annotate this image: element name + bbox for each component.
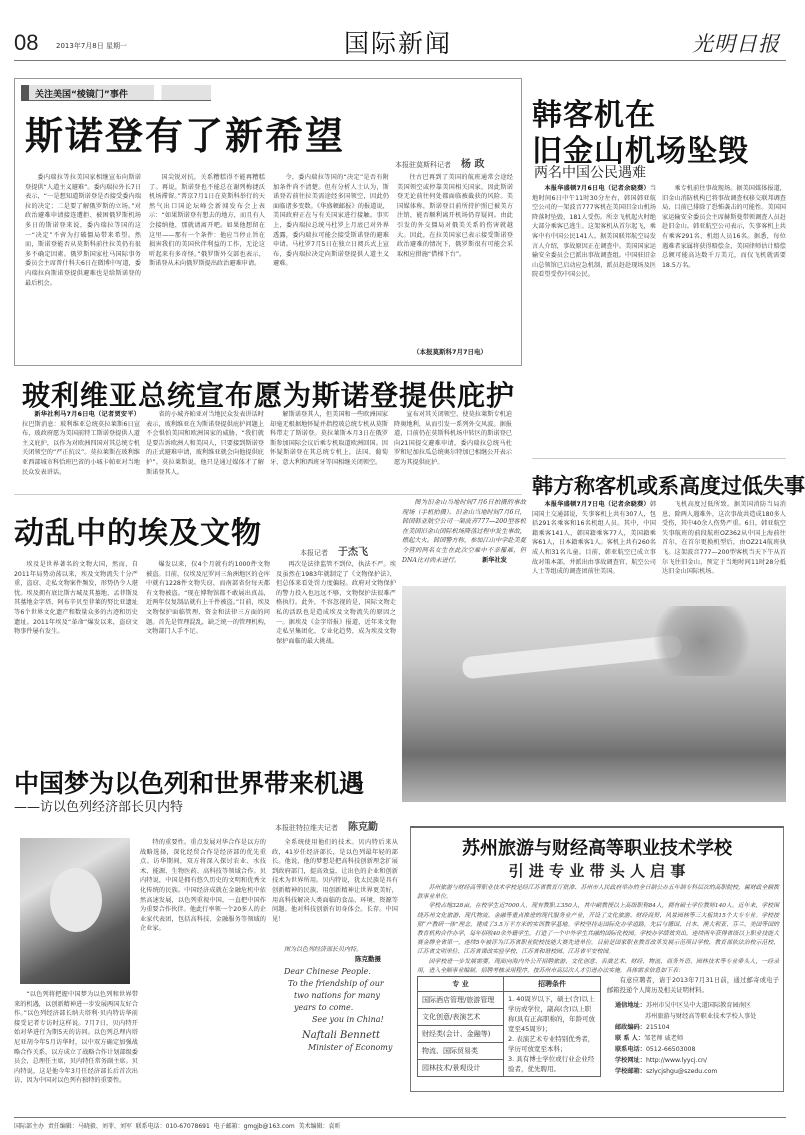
letter-line: two nations for many xyxy=(294,991,380,1000)
section-title: 国际新闻 xyxy=(344,29,453,58)
table-cell-major: 物流、国际贸易类 xyxy=(418,1043,504,1060)
article6-col2: 全系统使用他们的技术。贝内特后来从政，41岁任经济部长，是以色列最年轻的部长。他说，他的梦想是把高科技创新理念扩展到政府部门，提高效益，让出色的企业和创新技术为世界所用。贝内特说，犹太民族是具有创新精神的民族，用创新精神让世界更美好，用高科技解决人类面临的食品、环境、资源等问题。他对科技创新有切身体会。长存。中国见！ xyxy=(272,839,398,923)
recruitment-ad xyxy=(410,826,784,1092)
kicker-text: 关注美国“棱镜门”事件 xyxy=(35,90,128,100)
article4-col1-text: 韩国国土交通部说，失事客机上共有307人，包括291名乘客和16名机组人员。其中，中国籍乘客141人，韩国籍乘客77人，美国籍乘客61人，日本籍乘客1人。客机上共有260名成人和31名儿童。目前，韩亚航空已成立事故对策本部，并派出由事故调查官、航空公司人士等组成的调查团前往美国。 xyxy=(532,501,656,576)
article2-col2: 省的小城齐帕亚对当地民众发表讲话时表示，玻利维亚在为斯诺登提供庇护问题上不会惧怕美国和欧洲国家的威胁，“我们就是要告诉欧洲人和美国人，只要接到斯诺登的正式避难申请，玻利维亚就会向他提供庇护”。莫拉莱斯说，他只是通过媒体才了解斯诺登其人。 xyxy=(146,411,264,476)
letter-note: 图为以色列经济部长贝内特。 xyxy=(284,946,363,953)
minister-portrait-photo xyxy=(20,838,130,984)
footer-credits: 国际部主办 责任编辑：马晓毅、刘菲、刘军 联系电话：010-67078691 电子邮箱：gmgjb@163.com 美术编辑：袁昕 xyxy=(14,1123,341,1130)
article5-col3: 再次是法律监管不到位，执法不严。埃及虽然在1983年就制定了《文物保护法》，但总体来看处罚力度偏轻。政府对文物保护的警力投入也远远不够，文物保护法很难严格执行。此外，不容忽视的是，国际文物走私的活跃也是造成埃及文物流失的原因之一。据埃及《金字塔报》报道，近年来文物走私呈集团化、专业化趋势，成为埃及文物保护面临的最大挑战。 xyxy=(276,561,396,645)
article2-headline: 玻利维亚总统宣布愿为斯诺登提供庇护 xyxy=(22,379,516,412)
recruitment-table xyxy=(417,976,601,1077)
article2-col3: 解斯诺登其人，但美国和一些欧洲国家却毫无根据地怀疑并指控玻总统专机从莫斯科带走了斯诺登。莫拉莱斯本月3日在俄罗斯参加国际会议后乘专机取道欧洲回国。因怀疑斯诺登在其总统专机上，法国、葡萄牙、意大利和西班牙等国相继关闭领空。 xyxy=(270,411,388,466)
article1-dateline: （本报莫斯科7月7日电） xyxy=(413,348,488,356)
byline-name: 陈克勤 xyxy=(348,822,378,833)
condition-item: 2. 表演艺术专业特别优秀者，学历可放宽至本科； xyxy=(508,1035,595,1053)
article6-col1: 特的重要性。重点发展对华合作是以方的战略选择，深化经贸合作是经济部的优先重点。访华期间，双方将深入探讨农业、水技术、能源、生物医药、高科技等领域合作。贝内特说，中国是拥有悠久历史的文明和优秀文化传统的民族。中国经济成就在金融危机中依然高速发展，以色列重视中国，一直把中国作为重要合作伙伴。他此行率领一个20多人的企业家代表团，包括高科技、金融服务等领域的企业家。 xyxy=(140,839,266,933)
ad-subtitle: 引 进 专 业 带 头 人 启 事 xyxy=(508,862,686,880)
article3-lead: 本报华盛顿7月6日电（记者余晓葵） xyxy=(544,185,650,192)
table-cell-major: 园林技术/景观设计 xyxy=(418,1060,504,1077)
byline-name: 杨 政 xyxy=(461,159,485,170)
contact-row: 学校网址：http://www.lyycj.cn/ xyxy=(615,1057,708,1064)
page-number: 08 xyxy=(14,30,39,55)
article1-col2: 国尖锐对抗，关系糟糕得不能再糟糕了。再说，斯诺登也不能总在谢列梅捷沃机场滞留。”普京7月1日在莫斯科举行的天然气出口国论坛峰会新闻发布会上表示：“如果斯诺登有想去的地方，而且有人会接纳他，那就请离开吧。如果他想留在这里——那有一个条件：他应当停止旨在损害我们的美国伙伴利益的工作，无论这听起来有多奇怪。”俄罗斯外交部也表示，斯诺登从未向俄罗斯提出政治避难申请。 xyxy=(149,174,265,268)
article4-headline: 韩方称客机或系高度过低失事 xyxy=(532,473,805,498)
crash-caption-text: 图为旧金山当地时间7月6日拍摄的事故现场（手机拍摄）。旧金山当地时间7月6日，韩国韩亚航空公司一架波音777—200型客机在美国旧金山国际机场降落过程中发生事故，燃起大火。韩国警方称，参加江山中学赴美夏令营的两名女生在此次空难中不幸罹难，但DNA比对尚未进行。 xyxy=(402,499,526,564)
article6-headline: 中国梦为以色列和世界带来机遇 xyxy=(14,769,365,798)
article5-col2: 爆发以来，仅4个月就有约1000件文物被盗。目前，仅埃及尼罗河三角洲地区的仓库中就有1228件文物失窃，而南部省份每天都有文物被盗。“现在博物馆都不敢展出真品，近两年仅复制品就有上千件被盗。”目前，埃及文物保护面临管理、资金和法律三方面的问题。首先是管理混乱，缺乏统一的管理机构，文物部门人手不足。 xyxy=(146,561,270,636)
article2-col1-text: 拉巴斯消息：玻利维亚总统莫拉莱斯6日宣布，玻政府愿为美国前特工斯诺登提供人道主义庇护，以作为对欧洲四国对其总统专机关闭领空的“严正抗议”。莫拉莱斯在玻利维亚西部城市科恰班巴省的小城卡帕亚对当地民众发表讲话。 xyxy=(22,420,140,476)
article4-col2: 飞机高度过低所致。据美国消防当局消息，除两人遇难外，这次事故共造成180多人受伤，其中40余人伤势严重。6日，韩亚航空失事航班的前段航班OZ362从中国上海前往首尔，在首尔更换机型后，由OZ214航班执飞。这架波音777—200型客机当天下午从首尔飞往旧金山，预定于当地时间11时28分抵达旧金山国际机场。 xyxy=(662,501,786,576)
letter-line: To the friendship of our xyxy=(288,979,384,988)
issue-date: 2013年7月8日 星期一 xyxy=(56,42,127,50)
letter-line: Dear Chinese People. xyxy=(284,967,371,976)
contact-row: 学校邮箱：szlycjshgu@szedu.com xyxy=(615,1068,718,1075)
article6-subhead: ——访以色列经济部长贝内特 xyxy=(14,800,184,815)
letter-line: years to come. xyxy=(294,1003,354,1012)
masthead xyxy=(14,22,786,62)
ad-apply-text: 有意应聘者，请于2013年7月31日前，通过邮寄或电子邮箱投递个人简历及相关证明材料。 xyxy=(607,977,779,994)
article1-headline: 斯诺登有了新希望 xyxy=(25,113,346,158)
article3-col1 xyxy=(532,184,656,446)
school-website-link[interactable]: http://www.lyycj.cn/ xyxy=(645,1057,708,1064)
letter-line: See you in China! xyxy=(312,1015,384,1024)
byline-prefix: 本报驻莫斯科记者 xyxy=(395,161,451,169)
table-cell-major: 财经类(会计、金融等) xyxy=(418,1026,504,1043)
ad-para3: 因学校进一步发展需要，现面向海内外公开招聘旅游、文化创意、表演艺术、财经、物流、商务外语、园林技术等专业带头人，一经录用，进入全额事业编制。招聘考核录用程序，按苏州市高层次人才引进办法实施。具体需求信息如下表： xyxy=(417,958,779,974)
masthead-divider xyxy=(14,60,786,61)
letter-credit: 陈克勤摄 xyxy=(355,955,381,963)
article4-lead: 本报华盛顿7月7日电（记者余晓葵） xyxy=(544,501,650,508)
photo-smoke-shape xyxy=(642,606,762,676)
article6-photo-caption: “以色列将把握中国梦为以色列和世界带来的机遇，以创新精神进一步发展两国友好合作。”以色列经济部长纳夫塔利·贝内特访华前接受记者专访时这样说。7月7日，贝内特开始对华进行为期5天的访问。以色列总理内塔尼亚胡今年5月访华时，以中双方确定加强战略合作关系，以方成立了战略合作计划部级委员会，总理任主席，贝内特任常务副主席。贝内特说，这是他今年3月任经济部长后首次出访，因为中国对以色列有独特的重要性。 xyxy=(14,991,138,1085)
contact-row: 通信地址：苏州市吴中区吴中大道国际教育园南区 xyxy=(615,1002,752,1009)
article3-subhead: 两名中国公民遇难 xyxy=(534,165,646,181)
article3-divider xyxy=(532,458,786,459)
contact-row: 联系电话：0512-66503008 xyxy=(615,1046,696,1053)
article2-divider xyxy=(14,494,522,495)
byline-name: 于杰飞 xyxy=(338,547,368,558)
article3-col2: 乘专机前往事故现场。据美国媒体报道，旧金山消防机构已将事故调查权移交联邦调查局，目前已排除了恐怖袭击的可能性。美国国家运输安全委员会主席赫斯曼带领调查人员赶赴旧金山。韩亚航空公司表示，失事客机上共有乘客291名、机组人员16名。据悉，每位遇难者家属将获得赔偿金，美国律师估计赔偿总额可能高达数千万美元，而仅飞机就需要18.5万名。 xyxy=(662,185,786,269)
ad-body xyxy=(417,884,779,974)
crash-scene-photo xyxy=(402,586,786,802)
newspaper-logo: 光明日报 xyxy=(692,32,780,56)
footer-divider xyxy=(14,1117,786,1118)
article5-headline: 动乱中的埃及文物 xyxy=(14,516,262,551)
byline-prefix: 本报驻特拉维夫记者 xyxy=(275,824,338,832)
ad-para1: 苏州旅游与财经高等职业技术学校是经江苏省教育厅批准、苏州市人民政府举办的全日制公办五年制专科层次的高职院校，属财政全额拨款事业单位。 xyxy=(417,885,779,901)
portrait-head-shape xyxy=(50,868,102,932)
article1-col4: 往古巴再到了美国的航班通常会途经美国领空或停靠美国相关国家，因此斯诺登无论前往何处都面临被截获的风险。美国媒体称，斯诺登目前所持护照已被美方注销，能否顺利离开机场仍存疑问。由此引发的外交僵局对俄美关系的伤害就越大。因此，在拉美国家已表示接受斯诺登政治避难的情况下，俄罗斯很有可能会采取相应措施“借梯下台”。 xyxy=(397,174,513,258)
school-email-link[interactable]: szlycjshgu@szedu.com xyxy=(645,1068,718,1075)
article2-col1 xyxy=(22,410,140,490)
crash-photo-caption xyxy=(402,498,526,576)
crash-caption-credit: 新华社发 xyxy=(482,556,507,564)
article5-byline xyxy=(300,543,368,558)
article4-col1 xyxy=(532,500,656,596)
condition-item: 1. 40周岁以下，硕士(含)以上学历或学位，副高(含)以上职称(具有正高职称的，年龄可放宽至45周岁)； xyxy=(508,995,596,1033)
table-header-major: 专 业 xyxy=(418,977,504,992)
letter-title: Minister of Economy xyxy=(308,1043,393,1052)
article2-lead: 新华社利马7月6日电（记者贾安平） xyxy=(34,411,140,418)
article1-byline xyxy=(395,155,484,170)
contact-row: 邮政编码：215104 xyxy=(615,1024,670,1031)
article3-headline-line2: 旧金山机场坠毁 xyxy=(532,134,749,169)
byline-prefix: 本报记者 xyxy=(300,549,328,557)
condition-item: 3. 具有博士学位或行业企业经验者，优先聘用。 xyxy=(508,1055,595,1073)
article-snowden-hope xyxy=(14,78,522,366)
ad-title: 苏州旅游与财经高等职业技术学校 xyxy=(462,838,732,859)
article2-col4: 宣布对其关闭领空，使莫拉莱斯专机迫降奥地利，从而引发一系列外交风波。据报道，目前仍在莫斯科机场中转区的斯诺登已向21国提交避难申请，委内瑞拉总统马杜罗和尼加拉瓜总统奥尔特加已相继公开表示愿为其提供庇护。 xyxy=(394,411,512,466)
table-cell-conditions xyxy=(504,992,601,1077)
table-header-conditions: 招聘条件 xyxy=(504,977,601,992)
letter-signature: Naftali Bennett xyxy=(302,1030,381,1041)
handwritten-letter xyxy=(272,966,398,1086)
article6-byline xyxy=(275,818,378,833)
contact-row: 苏州旅游与财经高等职业技术学校人事处 xyxy=(645,1013,757,1020)
article3-headline-line1: 韩客机在 xyxy=(532,98,656,133)
article3-col1-text: 当地时间6日中午11时30分左右，韩国韩亚航空公司的一架波音777客机在美国旧金山机场降落时坠毁，181人受伤。所幸飞机起火时绝大部分乘客已逃生。这架客机从首尔起飞，乘客中有中国公民141人。据美国联邦航空局发言人介绍，事故原因正在调查中。美国国家运输安全委员会已派出事故调查组。中国驻旧金山总领馆已启动应急机制，派员赶赴现场及医院看望受伤中国公民。 xyxy=(532,185,656,279)
article1-col3: 令，委内瑞拉等国的“决定”是否有附加条件尚不清楚。但有分析人士认为，斯诺登若前往拉美需途经多国领空，因此仍面临诸多变数。《华盛顿邮报》的报道说，美国政府正在与有关国家进行接触。事实上，委内瑞拉总统马杜罗上月底已对外界透露，委内瑞拉可能会接受斯诺登的避难申请。马杜罗7月5日在独立日阅兵式上宣布，委内瑞拉决定向斯诺登提供人道主义避难。 xyxy=(273,174,389,268)
table-cell-major: 文化创意/表演艺术 xyxy=(418,1009,504,1026)
article1-col1: 委内瑞拉等拉美国家相继宣布向斯诺登提供“人道主义避难”。委内瑞拉外长7日表示，“一是想知道斯诺登是否接受委内瑞拉的决定；二是要了解俄罗斯的立场。”对政治避难申请接连遭拒、被困俄罗斯机场多日的斯诺登来说，委内瑞拉等国的这一“决定”不啻为打破僵局带来希望。然而，斯诺登能否从莫斯科前往拉美仍有很多不确定因素。俄罗斯国家杜马国际事务委员会主席普什科夫6日在微博中写道，委内瑞拉向斯诺登提供避难也是给斯诺登的最后机会。 xyxy=(25,174,141,287)
article5-col1: 埃及是世界著名的文物大国，然而，自2011年局势动荡以来，埃及文物流失十分严重，盗窃、走私文物案件频发，形势仍令人堪忧。埃及拥有底比斯古城及其墓地、孟菲斯及其墓地金字塔、阿布辛贝至菲莱的努比亚遗址等6个世界文化遗产和数量众多的古迹和历史遗址。2011年埃及“革命”爆发以来，盗窃文物事件屡有发生。 xyxy=(14,561,138,636)
kicker-banner xyxy=(21,85,211,101)
ad-para2: 学校占地328亩，在校学生近7000人，现有教职工350人，其中副教授以上高级职称84人，拥有硕士学位教师140人。近年来，学校围绕苏州文化旅游、现代物流、金融等重点推进的现代服务业产业，开设了文化旅游、财经商贸、风景园林等三大板块15个大专专业。学校按照“产教研一体”理念，建成了3.5万平方米的实训教学基地。学校坚持走国际化办学道路，先后与德国、日本、澳大利亚、芬兰、美国等国的教育机构合作办学，每年招收40余外籍学生，打造了一个中外学生共融的国际化校园。学校办学绩效突出，连续两年获得省级以上职业技能大赛金牌全省第一，连续5年被评为江苏省职业院校技能大赛先进单位。目前是国家职业教育改革发展示范项目学校、教育部依法治校示范校、江苏省文明单位、江苏省课改实验学校、江苏省和谐校园、江苏省平安校园。 xyxy=(417,903,779,956)
ad-contacts xyxy=(615,1000,781,1077)
table-cell-major: 国际酒店管理/旅游管理 xyxy=(418,992,504,1009)
kicker-mark-icon xyxy=(21,85,29,101)
contact-row: 联 系 人：邹老师 戚老师 xyxy=(615,1035,684,1042)
